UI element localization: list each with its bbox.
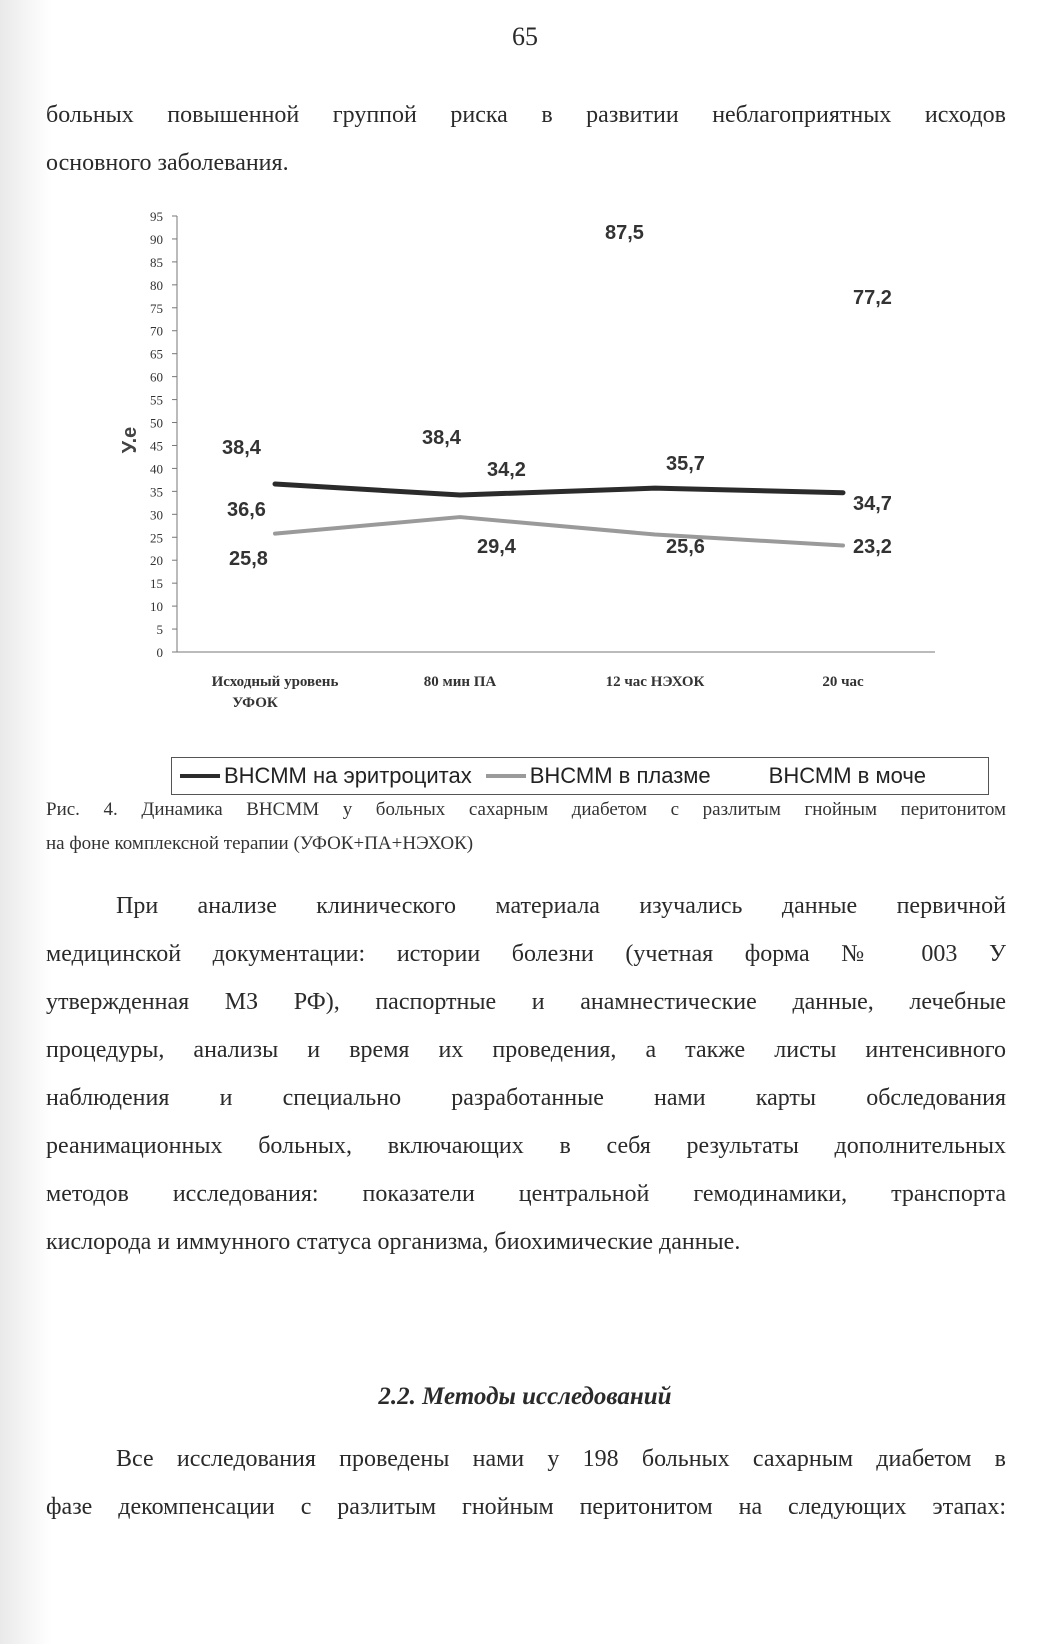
section-title: 2.2. Методы исследований — [378, 1383, 672, 1410]
legend-item — [725, 763, 926, 789]
x-tick-label: УФОК — [232, 695, 278, 711]
y-tick-label: 60 — [150, 369, 163, 385]
line-chart — [0, 200, 1050, 720]
data-label: 25,8 — [229, 548, 268, 570]
data-label: 25,6 — [666, 536, 705, 558]
y-axis-label: У.е — [119, 426, 141, 454]
figure-caption — [46, 793, 1006, 861]
legend-label: ВНСММ на эритроцитах — [224, 763, 472, 788]
text-line: наблюдения и специально разработанные нами карты обследования — [46, 1085, 1006, 1111]
data-label: 23,2 — [853, 536, 892, 558]
data-label: 38,4 — [222, 437, 261, 459]
y-tick-label: 20 — [150, 553, 163, 569]
legend-swatch-erythrocytes — [180, 774, 220, 778]
y-tick-label: 0 — [156, 645, 163, 660]
caption-line: на фоне комплексной терапии (УФОК+ПА+НЭХОК) — [46, 833, 474, 854]
legend-item — [180, 763, 472, 789]
y-tick-label: 5 — [156, 622, 163, 638]
text-line: основного заболевания. — [46, 150, 289, 176]
y-tick-label: 85 — [150, 254, 163, 270]
data-label: 36,6 — [227, 499, 266, 521]
y-tick-label: 70 — [150, 323, 163, 339]
y-tick-label: 45 — [150, 438, 163, 454]
intro-paragraph — [46, 91, 1006, 187]
y-tick-label: 80 — [150, 277, 163, 293]
y-tick-label: 50 — [150, 415, 163, 431]
data-label: 77,2 — [853, 287, 892, 309]
x-tick-label: 12 час НЭХОК — [605, 674, 705, 690]
y-tick-label: 40 — [150, 461, 163, 477]
x-tick-label: 20 час — [822, 674, 864, 690]
text-line: Все исследования проведены нами у 198 больных сахарным диабетом в — [116, 1446, 1006, 1472]
text-line: кислорода и иммунного статуса организма, биохимические данные. — [46, 1229, 741, 1255]
data-label: 38,4 — [422, 427, 461, 449]
y-tick-label: 15 — [150, 576, 163, 592]
text-line: фазе декомпенсации с разлитым гнойным перитонитом на следующих этапах: — [46, 1494, 1006, 1520]
y-tick-label: 65 — [150, 346, 163, 362]
text-line: больных повышенной группой риска в развитии неблагоприятных исходов — [46, 102, 1006, 128]
data-label: 34,2 — [487, 459, 526, 481]
series-line-1 — [275, 517, 843, 545]
text-line: методов исследования: показатели центральной гемодинамики, транспорта — [46, 1181, 1006, 1207]
data-label: 87,5 — [605, 222, 644, 244]
y-tick-label: 30 — [150, 507, 163, 523]
y-tick-label: 75 — [150, 300, 163, 316]
x-tick-label: Исходный уровень — [211, 674, 339, 690]
x-tick-label: 80 мин ПА — [423, 674, 497, 690]
text-line: реанимационных больных, включающих в себя результаты дополнительных — [46, 1133, 1006, 1159]
series-line-0 — [275, 484, 843, 495]
data-label: 34,7 — [853, 493, 892, 515]
chart-legend — [171, 757, 989, 795]
y-tick-label: 35 — [150, 484, 163, 500]
legend-label: ВНСММ в плазме — [529, 763, 711, 788]
page-number: 65 — [512, 22, 538, 51]
y-tick-label: 25 — [150, 530, 163, 546]
data-label: 35,7 — [666, 453, 705, 475]
body-paragraph — [46, 882, 1006, 1266]
legend-swatch-plasma — [486, 774, 526, 778]
text-line: При анализе клинического материала изучались данные первичной — [116, 893, 1006, 919]
text-line: медицинской документации: истории болезни (учетная форма № 003 У — [46, 941, 1006, 967]
data-label: 29,4 — [477, 536, 516, 558]
legend-item — [486, 763, 711, 789]
methods-paragraph — [46, 1435, 1006, 1531]
y-tick-label: 10 — [150, 599, 163, 615]
y-tick-label: 55 — [150, 392, 163, 408]
text-line: утвержденная МЗ РФ), паспортные и анамнестические данные, лечебные — [46, 989, 1006, 1015]
y-tick-label: 95 — [150, 209, 163, 224]
text-line: процедуры, анализы и время их проведения, а также листы интенсивного — [46, 1037, 1006, 1063]
caption-line: Рис. 4. Динамика ВНСММ у больных сахарным диабетом с разлитым гнойным перитонитом — [46, 799, 1006, 820]
y-tick-label: 90 — [150, 231, 163, 247]
legend-label: ВНСММ в моче — [768, 763, 927, 788]
